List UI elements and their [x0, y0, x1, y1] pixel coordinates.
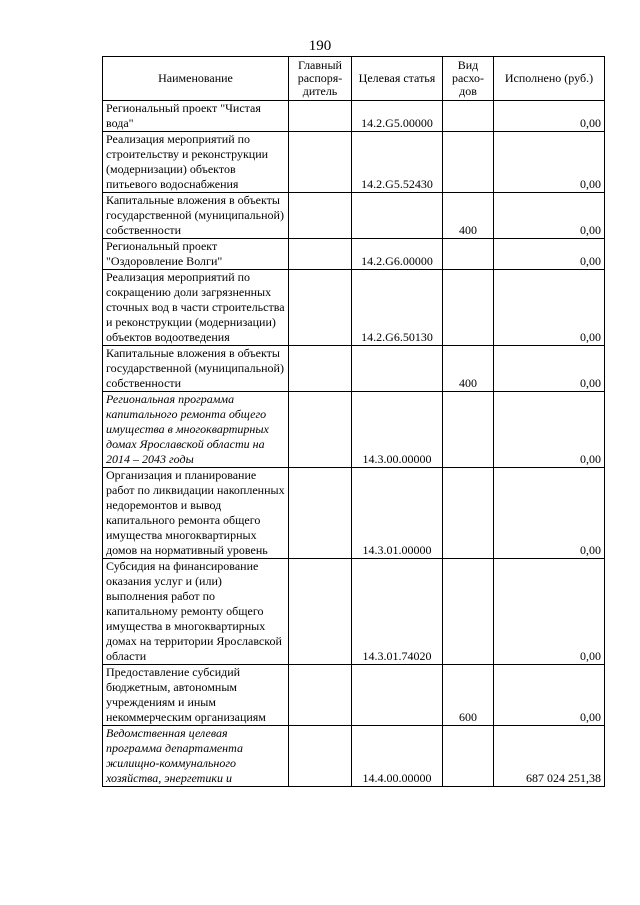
row-target-article: [352, 346, 443, 392]
row-executed-amount: 0,00: [494, 392, 605, 468]
row-main-manager: [289, 392, 352, 468]
row-expense-type: 600: [443, 665, 494, 726]
row-expense-type: [443, 726, 494, 787]
row-target-article: 14.4.00.00000: [352, 726, 443, 787]
table-row: [103, 193, 605, 239]
row-target-article: 14.2.G5.00000: [352, 101, 443, 132]
row-expense-type: 400: [443, 193, 494, 239]
row-expense-type: [443, 132, 494, 193]
row-name: Реализация мероприятий по сокращению доли загрязненных сточных вод в части строительства и реконструкции (модернизации) объектов водоотведения: [103, 270, 289, 346]
table-row: [103, 101, 605, 132]
row-target-article: 14.2.G5.52430: [352, 132, 443, 193]
table-row: [103, 468, 605, 559]
header-executed: Исполнено (руб.): [494, 57, 605, 101]
row-main-manager: [289, 132, 352, 193]
table-header-row: [103, 57, 605, 101]
row-name: Организация и планирование работ по ликвидации накопленных недоремонтов и вывод капитального ремонта общего имущества многоквартирных домов на нормативный уровень: [103, 468, 289, 559]
row-name: Реализация мероприятий по строительству и реконструкции (модернизации) объектов питьевого водоснабжения: [103, 132, 289, 193]
row-executed-amount: 0,00: [494, 193, 605, 239]
row-main-manager: [289, 726, 352, 787]
row-executed-amount: 0,00: [494, 239, 605, 270]
table-row: [103, 239, 605, 270]
row-executed-amount: 0,00: [494, 468, 605, 559]
row-target-article: 14.3.01.00000: [352, 468, 443, 559]
row-expense-type: [443, 101, 494, 132]
row-main-manager: [289, 468, 352, 559]
row-expense-type: [443, 559, 494, 665]
table-row: [103, 392, 605, 468]
row-executed-amount: 0,00: [494, 559, 605, 665]
header-name: Наименование: [103, 57, 289, 101]
row-expense-type: [443, 270, 494, 346]
row-name: Предоставление субсидий бюджетным, автономным учреждениям и иным некоммерческим организациям: [103, 665, 289, 726]
row-main-manager: [289, 559, 352, 665]
row-target-article: 14.3.00.00000: [352, 392, 443, 468]
row-target-article: 14.2.G6.50130: [352, 270, 443, 346]
row-executed-amount: 687 024 251,38: [494, 726, 605, 787]
header-target-article: Целевая статья: [352, 57, 443, 101]
table-row: [103, 726, 605, 787]
row-executed-amount: 0,00: [494, 101, 605, 132]
table-row: [103, 665, 605, 726]
table-body: [103, 101, 605, 787]
header-expense-type: Вид расхо-дов: [443, 57, 494, 101]
row-main-manager: [289, 346, 352, 392]
row-name: Ведомственная целевая программа департамента жилищно-коммунального хозяйства, энергетики и: [103, 726, 289, 787]
row-name: Капитальные вложения в объекты государственной (муниципальной) собственности: [103, 346, 289, 392]
row-expense-type: [443, 392, 494, 468]
row-executed-amount: 0,00: [494, 346, 605, 392]
row-expense-type: [443, 239, 494, 270]
row-target-article: [352, 665, 443, 726]
row-name: Региональная программа капитального ремонта общего имущества в многоквартирных домах Ярославской области на 2014 – 2043 годы: [103, 392, 289, 468]
table-row: [103, 270, 605, 346]
row-executed-amount: 0,00: [494, 270, 605, 346]
row-name: Региональный проект "Чистая вода": [103, 101, 289, 132]
page-number: 190: [308, 38, 332, 54]
row-main-manager: [289, 193, 352, 239]
row-executed-amount: 0,00: [494, 665, 605, 726]
row-expense-type: [443, 468, 494, 559]
row-target-article: [352, 193, 443, 239]
budget-table: [102, 56, 605, 787]
row-main-manager: [289, 101, 352, 132]
row-expense-type: 400: [443, 346, 494, 392]
header-main-manager: Главный распоря-дитель: [289, 57, 352, 101]
row-name: Региональный проект "Оздоровление Волги": [103, 239, 289, 270]
table-row: [103, 559, 605, 665]
row-main-manager: [289, 665, 352, 726]
row-main-manager: [289, 270, 352, 346]
row-executed-amount: 0,00: [494, 132, 605, 193]
table-row: [103, 132, 605, 193]
table-row: [103, 346, 605, 392]
row-target-article: 14.2.G6.00000: [352, 239, 443, 270]
row-main-manager: [289, 239, 352, 270]
row-target-article: 14.3.01.74020: [352, 559, 443, 665]
row-name: Капитальные вложения в объекты государственной (муниципальной) собственности: [103, 193, 289, 239]
row-name: Субсидия на финансирование оказания услуг и (или) выполнения работ по капитальному ремонту общего имущества в многоквартирных домах на территории Ярославской области: [103, 559, 289, 665]
